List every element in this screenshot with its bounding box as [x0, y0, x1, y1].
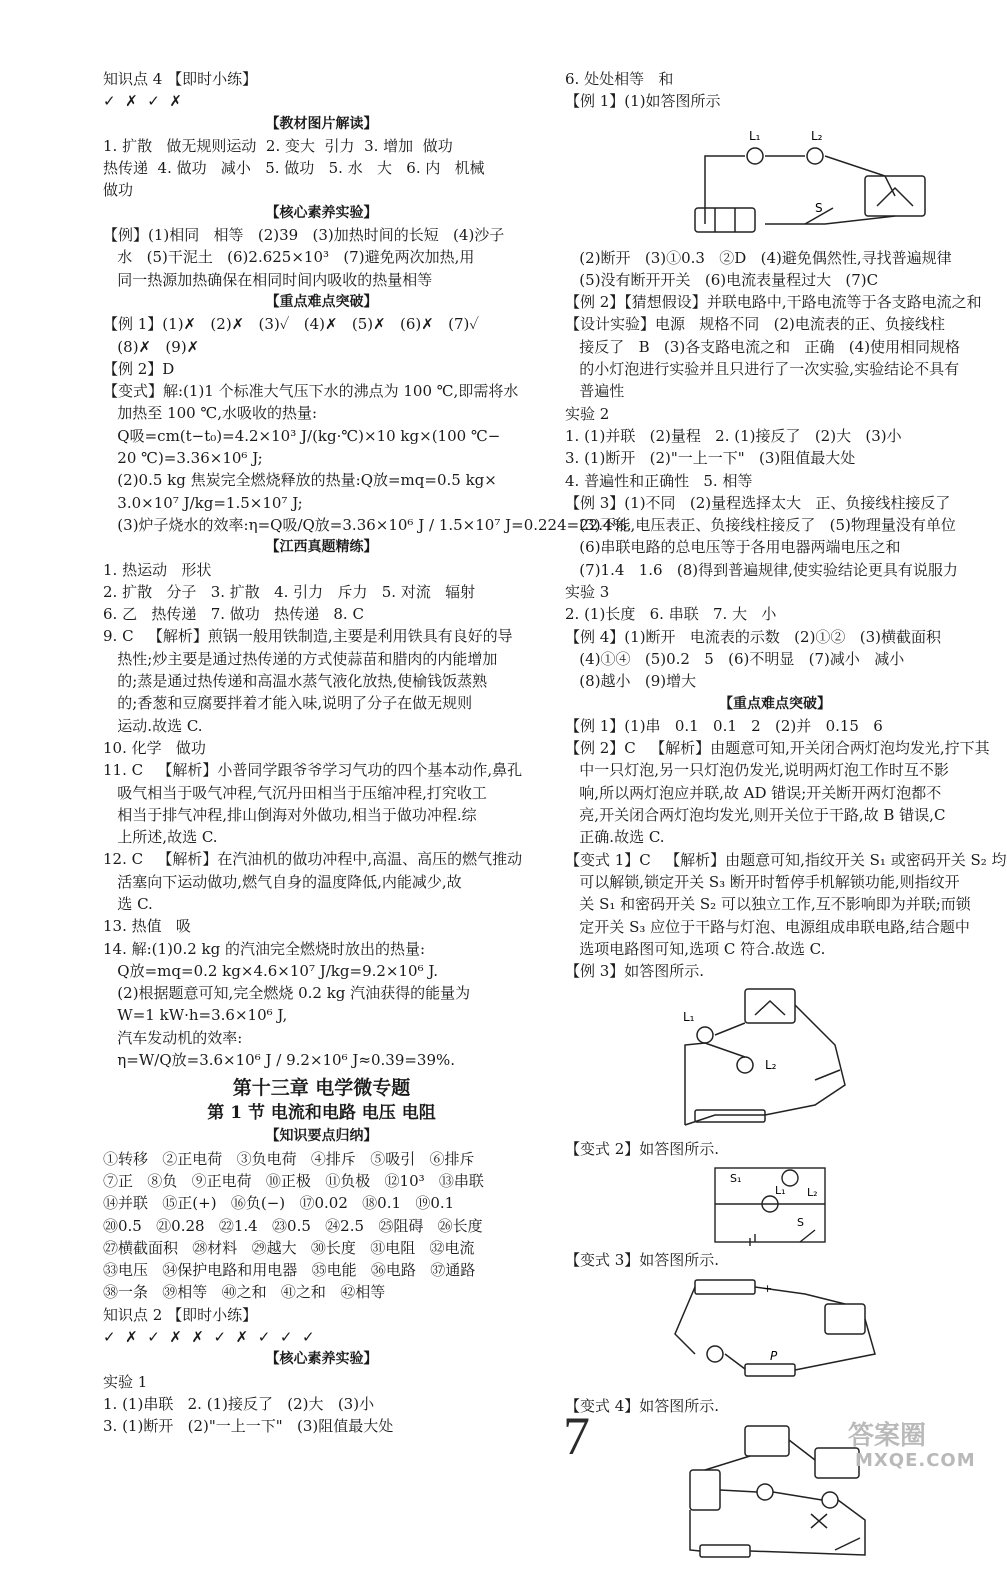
- answer-line: 6. 乙 热传递 7. 做功 热传递 8. C: [103, 605, 364, 624]
- answer-line: 【例 1】(1)✗ (2)✗ (3)✓ (4)✗ (5)✗ (6)✗ (7)✓: [103, 315, 480, 334]
- answer-line: ⑭并联 ⑮正(+) ⑯负(−) ⑰0.02 ⑱0.1 ⑲0.1: [103, 1194, 455, 1213]
- answer-line: 可以解锁,锁定开关 S₃ 断开时暂停手机解锁功能,则指纹开: [565, 872, 960, 891]
- answer-line: Q吸=cm(t−t₀)=4.2×10³ J/(kg·℃)×10 kg×(100 ℃−: [103, 426, 501, 445]
- answer-line: 14. 解:(1)0.2 kg 的汽油完全燃烧时放出的热量:: [103, 939, 426, 958]
- answer-line: 同一热源加热确保在相同时间内吸收的热量相等: [103, 270, 433, 289]
- fig3-label-l1: L₁: [775, 1183, 786, 1197]
- section-heading: 【核心素养实验】: [265, 204, 378, 221]
- answer-line: 2. (1)长度 6. 串联 7. 大 小: [565, 605, 777, 624]
- answer-line: 【例 2】D: [103, 359, 175, 378]
- answer-line: 【变式 1】C 【解析】由题意可知,指纹开关 S₁ 或密码开关 S₂ 均: [565, 850, 1007, 869]
- page-mark: 7: [563, 1406, 590, 1466]
- answer-line: 【例 2】【猜想假设】并联电路中,干路电流等于各支路电流之和: [565, 293, 982, 312]
- answer-line: 20 ℃)=3.36×10⁶ J;: [103, 449, 263, 468]
- answer-line: 【变式 2】如答图所示.: [565, 1140, 720, 1159]
- answer-line: ⑦正 ⑧负 ⑨正电荷 ⑩正极 ⑪负极 ⑫10³ ⑬串联: [103, 1171, 484, 1190]
- answer-line: (4)①④ (5)0.2 5 (6)不明显 (7)减小 减小: [565, 649, 905, 668]
- answer-line: (2)0.5 kg 焦炭完全燃烧释放的热量:Q放=mq=0.5 kg×: [103, 471, 497, 490]
- answer-line: ⑳0.5 ㉑0.28 ㉒1.4 ㉓0.5 ㉔2.5 ㉕阻碍 ㉖长度: [103, 1216, 483, 1235]
- answer-line: 热性;炒主要是通过热传递的方式使蒜苗和腊肉的内能增加: [103, 649, 498, 668]
- answer-line: 3.0×10⁷ J/kg=1.5×10⁷ J;: [103, 493, 303, 512]
- answer-line: 11. C 【解析】小普同学跟爷爷学习气功的四个基本动作,鼻孔: [103, 761, 523, 780]
- answer-line: 知识点 4 【即时小练】: [103, 70, 258, 88]
- section-title: 第 1 节 电流和电路 电压 电阻: [207, 1103, 436, 1124]
- answer-line: (7)1.4 1.6 (8)得到普遍规律,使实验结论更具有说服力: [565, 560, 958, 579]
- fig1-label-s: S: [815, 200, 823, 215]
- answer-line: 10. 化学 做功: [103, 738, 206, 757]
- left-answers-part2: [103, 1125, 540, 1437]
- answer-line: W=1 kW·h=3.6×10⁶ J,: [103, 1006, 288, 1025]
- section-heading: 【重点难点突破】: [265, 293, 378, 310]
- section-heading: 【教材图片解读】: [265, 115, 378, 132]
- answer-line: 12. C 【解析】在汽油机的做功冲程中,高温、高压的燃气推动: [103, 850, 523, 869]
- answer-line: 实验 3: [565, 583, 610, 602]
- answer-line: 的;香葱和豆腐要拌着才能入味,说明了分子在做无规则: [103, 694, 473, 713]
- answer-line: 【例 1】(1)如答图所示: [565, 92, 721, 111]
- answer-line: 的;蒸是通过热传递和高温水蒸气液化放热,使榆钱饭蒸熟: [103, 672, 488, 691]
- answer-line: 1. 热运动 形状: [103, 560, 212, 579]
- answer-line: (2)根据题意可知,完全燃烧 0.2 kg 汽油获得的能量为: [103, 984, 471, 1003]
- variant2-heading: [565, 1138, 985, 1160]
- answer-line: 响,所以两灯泡应并联,故 AD 错误;开关断开两灯泡都不: [565, 783, 942, 802]
- answer-line: 加热至 100 ℃,水吸收的热量:: [103, 404, 318, 423]
- answer-line: 上所述,故选 C.: [103, 828, 218, 847]
- answer-line: 1. (1)并联 (2)量程 2. (1)接反了 (2)大 (3)小: [565, 426, 902, 445]
- answer-line: (8)✗ (9)✗: [103, 337, 200, 356]
- answer-line: 【例 4】(1)断开 电流表的示数 (2)①② (3)横截面积: [565, 627, 941, 646]
- answer-line: 实验 2: [565, 404, 610, 423]
- answer-line: 水 (5)干泥土 (6)2.625×10³ (7)避免两次加热,用: [103, 248, 475, 267]
- answer-line: (6)串联电路的总电压等于各用电器两端电压之和: [565, 538, 901, 557]
- answer-line: 的小灯泡进行实验并且只进行了一次实验,实验结论不具有: [565, 360, 960, 379]
- answer-line: ①转移 ②正电荷 ③负电荷 ④排斥 ⑤吸引 ⑥排斥: [103, 1149, 475, 1168]
- fig1-label-l2: L₂: [811, 128, 823, 143]
- answer-line: 实验 1: [103, 1372, 148, 1391]
- answer-line: 活塞向下运动做功,燃气自身的温度降低,内能减少,故: [103, 872, 462, 891]
- answer-line: 吸气相当于吸气冲程,气沉丹田相当于压缩冲程,打究收工: [103, 783, 487, 802]
- answer-line: ㊳一条 ㊴相等 ㊵之和 ㊶之和 ㊷相等: [103, 1283, 386, 1302]
- answer-line: (3)炉子烧水的效率:η=Q吸/Q放=3.36×10⁶ J / 1.5×10⁷ J=0.224=22.4%.: [103, 515, 632, 534]
- answer-line: 2. 扩散 分子 3. 扩散 4. 引力 斥力 5. 对流 辐射: [103, 582, 476, 601]
- answer-line: 中一只灯泡,另一只灯泡仍发光,说明两灯泡工作时互不影: [565, 761, 949, 780]
- answer-line: 13. 热值 吸: [103, 917, 191, 936]
- watermark-brand: 答案圈: [848, 1421, 927, 1451]
- fig1-label-l1: L₁: [749, 128, 761, 143]
- answer-line: η=W/Q放=3.6×10⁶ J / 9.2×10⁶ J≈0.39=39%.: [103, 1051, 456, 1070]
- answer-line: 【例 2】C 【解析】由题意可知,开关闭合两灯泡均发光,拧下其: [565, 739, 990, 758]
- answer-line: Q放=mq=0.2 kg×4.6×10⁷ J/kg=9.2×10⁶ J.: [103, 961, 438, 980]
- answer-line: 接反了 B (3)各支路电流之和 正确 (4)使用相同规格: [565, 337, 961, 356]
- right-answers-part1: [565, 68, 985, 113]
- answer-line: 热传递 4. 做功 减小 5. 做功 5. 水 大 6. 内 机械: [103, 159, 485, 178]
- variant3-heading: [565, 1249, 985, 1271]
- section-heading: 【江西真题精练】: [265, 539, 378, 556]
- fig4-label-p: P: [770, 1348, 778, 1363]
- answer-line: 1. 扩散 做无规则运动 2. 变大 引力 3. 增加 做功: [103, 136, 453, 155]
- answer-line: 相当于排气冲程,排山倒海对外做功,相当于做功冲程.综: [103, 805, 477, 824]
- answer-line: 关 S₁ 和密码开关 S₂ 可以独立工作,互不影响即为并联;而锁: [565, 895, 971, 914]
- answer-line: 正确.故选 C.: [565, 828, 665, 847]
- right-answers-part2: [565, 247, 1007, 983]
- answer-line: 【例 3】(1)不同 (2)量程选择太大 正、负接线柱接反了: [565, 493, 951, 512]
- answer-line: 3. (1)断开 (2)"一上一下" (3)阻值最大处: [565, 449, 856, 468]
- fig3-label-l2: L₂: [807, 1185, 818, 1199]
- answer-line: 【例 1】(1)串 0.1 0.1 2 (2)并 0.15 6: [565, 716, 883, 735]
- answer-line: 【设计实验】电源 规格不同 (2)电流表的正、负接线柱: [565, 315, 945, 334]
- circuit-figure-1: [565, 116, 985, 244]
- answer-line: 【变式 4】如答图所示.: [565, 1396, 720, 1415]
- answer-line: (5)没有断开开关 (6)电流表量程过大 (7)C: [565, 270, 879, 289]
- answer-line: 选项电路图可知,选项 C 符合.故选 C.: [565, 939, 826, 958]
- answer-line: (8)越小 (9)增大: [565, 672, 697, 691]
- answer-line: 【变式 3】如答图所示.: [565, 1250, 720, 1269]
- circuit-figure-4: [565, 1274, 985, 1392]
- circuit-figure-3: [565, 1164, 985, 1246]
- fig4-label-plus: +: [763, 1281, 773, 1295]
- answer-line: 1. (1)串联 2. (1)接反了 (2)大 (3)小: [103, 1394, 375, 1413]
- circuit-figure-2: [565, 985, 985, 1135]
- answer-line: 知识点 2 【即时小练】: [103, 1305, 258, 1324]
- answer-line: 3. (1)断开 (2)"一上一下" (3)阻值最大处: [103, 1417, 394, 1436]
- answer-line: 4. 普遍性和正确性 5. 相等: [565, 471, 753, 490]
- fig3-label-s1: S₁: [730, 1171, 742, 1185]
- answer-line: 运动.故选 C.: [103, 716, 203, 735]
- answer-line: ✓ ✗ ✓ ✗ ✗ ✓ ✗ ✓ ✓ ✓: [103, 1328, 315, 1347]
- watermark-url: MXQE.COM: [855, 1450, 976, 1471]
- fig2-label-l1: L₁: [683, 1010, 695, 1025]
- section-heading: 【重点难点突破】: [719, 695, 831, 712]
- answer-line: ㉗横截面积 ㉘材料 ㉙越大 ㉚长度 ㉛电阻 ㉜电流: [103, 1238, 475, 1257]
- answer-line: 6. 处处相等 和: [565, 70, 674, 88]
- answer-line: 【变式】解:(1)1 个标准大气压下水的沸点为 100 ℃,即需将水: [103, 382, 519, 401]
- answer-line: 选 C.: [103, 894, 153, 913]
- answer-line: 定开关 S₃ 应位于干路与灯泡、电源组成串联电路,结合题中: [565, 917, 970, 936]
- answer-line: 汽车发动机的效率:: [103, 1028, 243, 1047]
- answer-line: ✓ ✗ ✓ ✗: [103, 92, 182, 111]
- answer-line: ㉝电压 ㉞保护电路和用电器 ㉟电能 ㊱电路 ㊲通路: [103, 1261, 476, 1280]
- answer-line: 做功: [103, 181, 134, 200]
- right-column: [565, 68, 1007, 1573]
- section-heading: 【知识要点归纳】: [265, 1128, 378, 1145]
- chapter-title: 第十三章 电学微专题: [232, 1077, 411, 1100]
- answer-line: 亮,开关闭合两灯泡均发光,则开关位于干路,故 B 错误,C: [565, 806, 946, 825]
- section-heading: 【核心素养实验】: [265, 1351, 378, 1368]
- answer-line: 9. C 【解析】煎锅一般用铁制造,主要是利用铁具有良好的导: [103, 627, 513, 646]
- answer-line: 【例 3】如答图所示.: [565, 962, 705, 981]
- answer-line: (3)不能,电压表正、负接线柱接反了 (5)物理量没有单位: [565, 516, 956, 535]
- answer-line: (2)断开 (3)①0.3 ②D (4)避免偶然性,寻找普遍规律: [565, 248, 952, 267]
- answer-line: 普遍性: [565, 382, 625, 401]
- fig2-label-l2: L₂: [765, 1058, 777, 1073]
- fig3-label-s: S: [797, 1215, 804, 1229]
- answer-line: 【例】(1)相同 相等 (2)39 (3)加热时间的长短 (4)沙子: [103, 226, 505, 245]
- variant4-heading: [565, 1395, 985, 1417]
